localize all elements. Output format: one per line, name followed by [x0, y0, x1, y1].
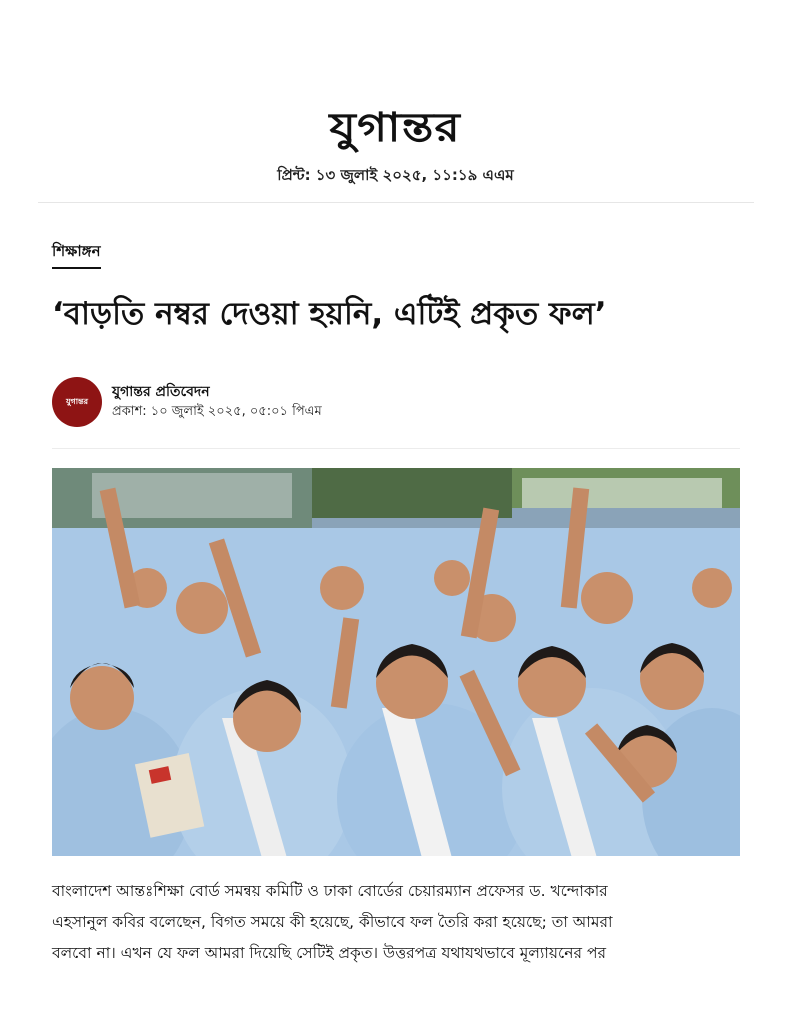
avatar-logo-text: যুগান্তর: [65, 396, 89, 406]
byline-text: [112, 382, 322, 422]
category-link[interactable]: শিক্ষাঙ্গন: [52, 240, 101, 269]
byline: [52, 377, 322, 427]
print-timestamp: প্রিন্ট: ১৩ জুলাই ২০২৫, ১১:১৯ এএম: [277, 166, 514, 184]
body-line: বলবো না। এখন যে ফল আমরা দিয়েছি সেটিই প্রকৃত। উত্তরপত্র যথাযথভাবে মূল্যায়নের পর: [52, 944, 607, 962]
publish-date: প্রকাশ: ১০ জুলাই ২০২৫, ০৫:০১ পিএম: [112, 404, 322, 419]
header-divider: [38, 202, 754, 203]
author-avatar: [52, 377, 102, 427]
site-logo[interactable]: যুগান্তর: [329, 104, 462, 151]
author-name: যুগান্তর প্রতিবেদন: [112, 384, 210, 400]
body-line: বাংলাদেশ আন্তঃশিক্ষা বোর্ড সমন্বয় কমিটি ও ঢাকা বোর্ডের চেয়ারম্যান প্রফেসর ড. খন্দোকার: [52, 882, 608, 900]
byline-divider: [52, 448, 740, 449]
article-body: [52, 876, 742, 969]
article-headline: ‘বাড়তি নম্বর দেওয়া হয়নি, এটিই প্রকৃত ফল’: [52, 296, 607, 332]
masthead: [0, 100, 791, 189]
article-photo: [52, 468, 740, 856]
body-line: এহসানুল কবির বলেছেন, বিগত সময়ে কী হয়েছে, কীভাবে ফল তৈরি করা হয়েছে; তা আমরা: [52, 913, 613, 931]
